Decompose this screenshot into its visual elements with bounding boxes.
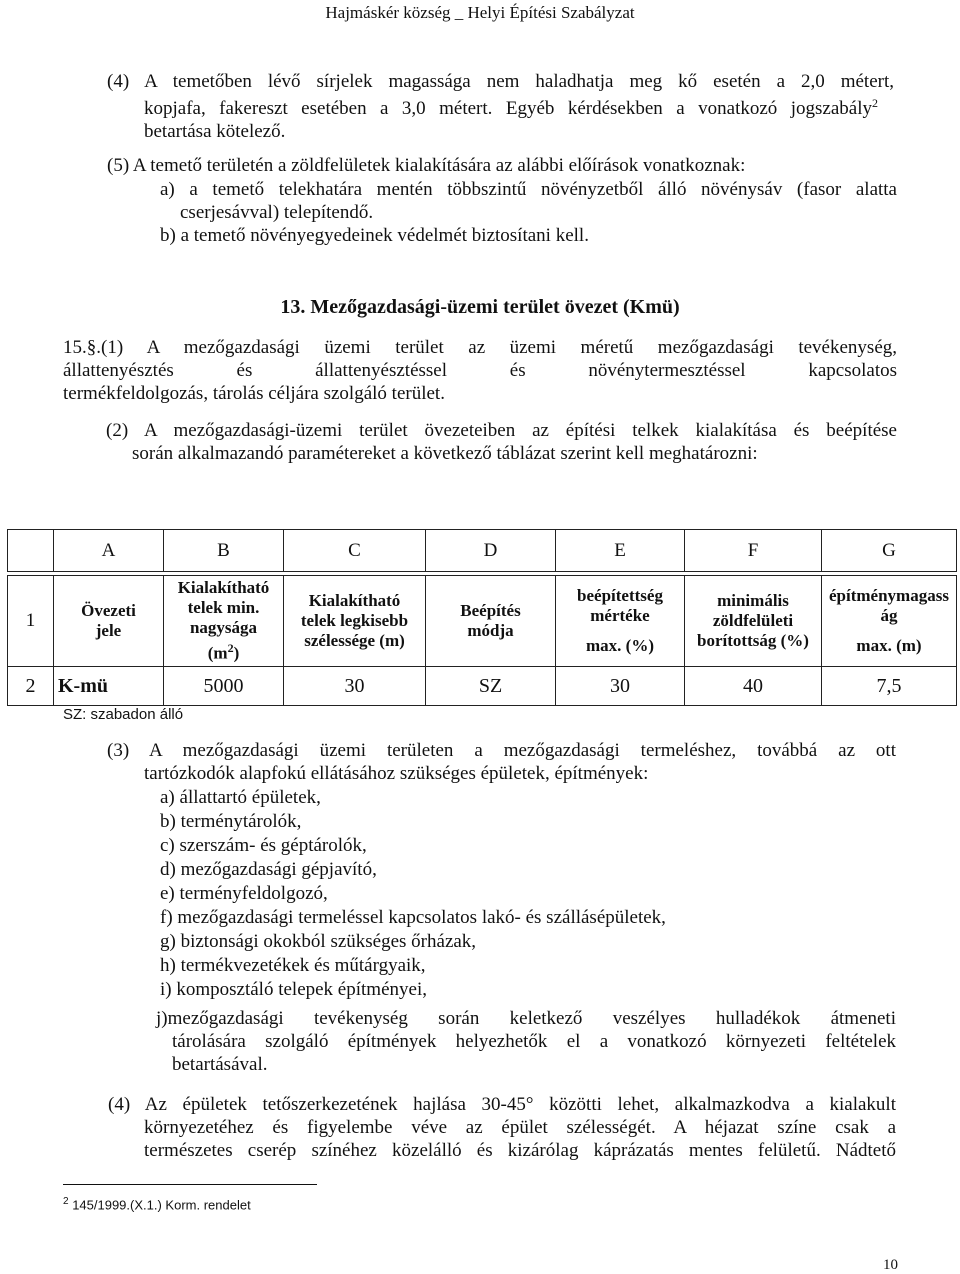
paragraph-15-2: [106, 419, 897, 442]
list-item: c) szerszám- és géptárolók,: [160, 835, 367, 856]
paragraph-15-4-cont: [144, 1116, 896, 1162]
header-min-lot-size: Kialakítható telek min. nagysága $(m^2)$: [164, 576, 284, 667]
column-letter: E: [556, 530, 685, 572]
column-letter: C: [284, 530, 426, 572]
cell-min-lot-size: 5000: [164, 667, 284, 706]
table-row: [8, 667, 957, 706]
header-building-mode: Beépítés módja: [426, 576, 556, 667]
paragraph-15-4: [108, 1093, 896, 1116]
row-number: 2: [8, 667, 54, 706]
cell-building-mode: SZ: [426, 667, 556, 706]
list-item-j-cont: [172, 1030, 896, 1076]
page-number: 10: [883, 1257, 898, 1273]
table-header-row: [8, 576, 957, 667]
paragraph-15-3-line-1: (3) A mezőgazdasági üzemi területen a mezőgazdasági termeléshez, továbbá az ott: [107, 740, 896, 761]
footnote: [63, 1196, 251, 1212]
list-item: d) mezőgazdasági gépjavító,: [160, 859, 377, 880]
header-zone-code: Övezeti jele: [54, 576, 164, 667]
list-item: g) biztonsági okokból szükséges őrházak,: [160, 931, 477, 952]
list-item: b) terménytárolók,: [160, 811, 302, 832]
header-min-lot-width: Kialakítható telek legkisebb szélessége (m): [284, 576, 426, 667]
parameters-table: [7, 529, 957, 706]
column-letter: A: [54, 530, 164, 572]
list-item: i) komposztáló telepek építményei,: [160, 979, 427, 1000]
list-item: h) termékvezetékek és műtárgyaik,: [160, 955, 426, 976]
paragraph-4: [107, 70, 894, 93]
paragraph-15-3-line-2: tartózkodók alapfokú ellátásához szükséges épületek, építmények:: [144, 763, 649, 784]
list-item-j-line-1: j)mezőgazdasági tevékenység során keletkező veszélyes hulladékok átmeneti: [156, 1008, 896, 1029]
list-item-j-line-3: betartásával.: [172, 1054, 268, 1075]
paragraph-15-3: [107, 739, 896, 762]
table-column-letters-row: [8, 530, 957, 572]
paragraph-15-1-line-3: termékfeldolgozás, tárolás céljára szolgáló terület.: [63, 383, 445, 404]
paragraph-4-line-3: betartása kötelező.: [144, 121, 286, 143]
paragraph-15-1: [63, 336, 897, 405]
paragraph-5-a-line-1: a) a temető telekhatára mentén többszintű növényzetből álló növénysáv (fasor alatta: [160, 179, 897, 200]
table-note: SZ: szabadon álló: [63, 706, 184, 723]
paragraph-4-line-2: kopjafa, fakereszt esetében a 3,0 métert. Egyéb kérdésekben a vonatkozó jogszabály: [144, 98, 872, 120]
list-item: f) mezőgazdasági termeléssel kapcsolatos lakó- és szállásépületek,: [160, 907, 666, 928]
row-number: 1: [8, 576, 54, 667]
footnote-text: 145/1999.(X.1.) Korm. rendelet: [72, 1197, 251, 1213]
header-building-height: építménymagass ág max. (m): [822, 576, 957, 667]
paragraph-5-a: [160, 178, 897, 201]
footnote-ref: 2: [872, 96, 878, 110]
footnote-separator: [63, 1184, 317, 1185]
page-header: Hajmáskér község _ Helyi Építési Szabályzat: [325, 3, 635, 22]
cell-building-height: 7,5: [822, 667, 957, 706]
list-item-j-line-2: tárolására szolgáló építmények helyezhetők el a vonatkozó környezeti feltételek: [172, 1031, 896, 1052]
cell-min-lot-width: 30: [284, 667, 426, 706]
paragraph-15-2-line-2: során alkalmazandó paramétereket a következő táblázat szerint kell meghatározni:: [132, 443, 758, 464]
paragraph-15-4-line-1: (4) Az épületek tetőszerkezetének hajlása 30-45° közötti lehet, alkalmazkodva a kialakult: [108, 1094, 896, 1115]
paragraph-4-cont: [144, 92, 884, 143]
column-letter: F: [685, 530, 822, 572]
list-item-j: [156, 1007, 896, 1030]
section-title: 13. Mezőgazdasági-üzemi terület övezet (Kmü): [280, 296, 680, 318]
header-built-ratio: beépítettség mértéke max. (%): [556, 576, 685, 667]
paragraph-5-a-line-2: cserjesávval) telepítendő.: [180, 202, 374, 223]
footnote-number: 2: [63, 1196, 69, 1207]
paragraph-15-1-line-2: állattenyésztés és állattenyésztéssel és növénytermesztéssel kapcsolatos: [63, 360, 897, 381]
list-item: e) terményfeldolgozó,: [160, 883, 328, 904]
cell-zone-code: K-mü: [54, 667, 164, 706]
column-letter: D: [426, 530, 556, 572]
header-green-area: minimális zöldfelületi borítottság (%): [685, 576, 822, 667]
paragraph-4-line-1: (4) A temetőben lévő sírjelek magassága nem haladhatja meg kő esetén a 2,0 métert,: [107, 71, 894, 92]
column-letter: G: [822, 530, 957, 572]
cell-built-ratio: 30: [556, 667, 685, 706]
paragraph-5-b: b) a temető növényegyedeinek védelmét biztosítani kell.: [160, 225, 589, 246]
table-corner-cell: [8, 530, 54, 572]
paragraph-15-4-line-2: környezetéhez és figyelembe véve az épület szélességét. A héjazat színe csak a: [144, 1117, 896, 1138]
cell-green-area: 40: [685, 667, 822, 706]
paragraph-15-4-line-3: természetes cserép színéhez közelálló és kizárólag káprázatás mentes felületű. Nádtető: [144, 1140, 896, 1161]
paragraph-15-2-line-1: (2) A mezőgazdasági-üzemi terület övezeteiben az építési telkek kialakítása és beépítése: [106, 420, 897, 441]
list-item: a) állattartó épületek,: [160, 787, 321, 808]
paragraph-15-1-line-1: 15.§.(1) A mezőgazdasági üzemi terület az üzemi méretű mezőgazdasági tevékenység,: [63, 337, 897, 358]
column-letter: B: [164, 530, 284, 572]
paragraph-5-intro: (5) A temető területén a zöldfelületek kialakítására az alábbi előírások vonatkoznak:: [107, 155, 746, 176]
